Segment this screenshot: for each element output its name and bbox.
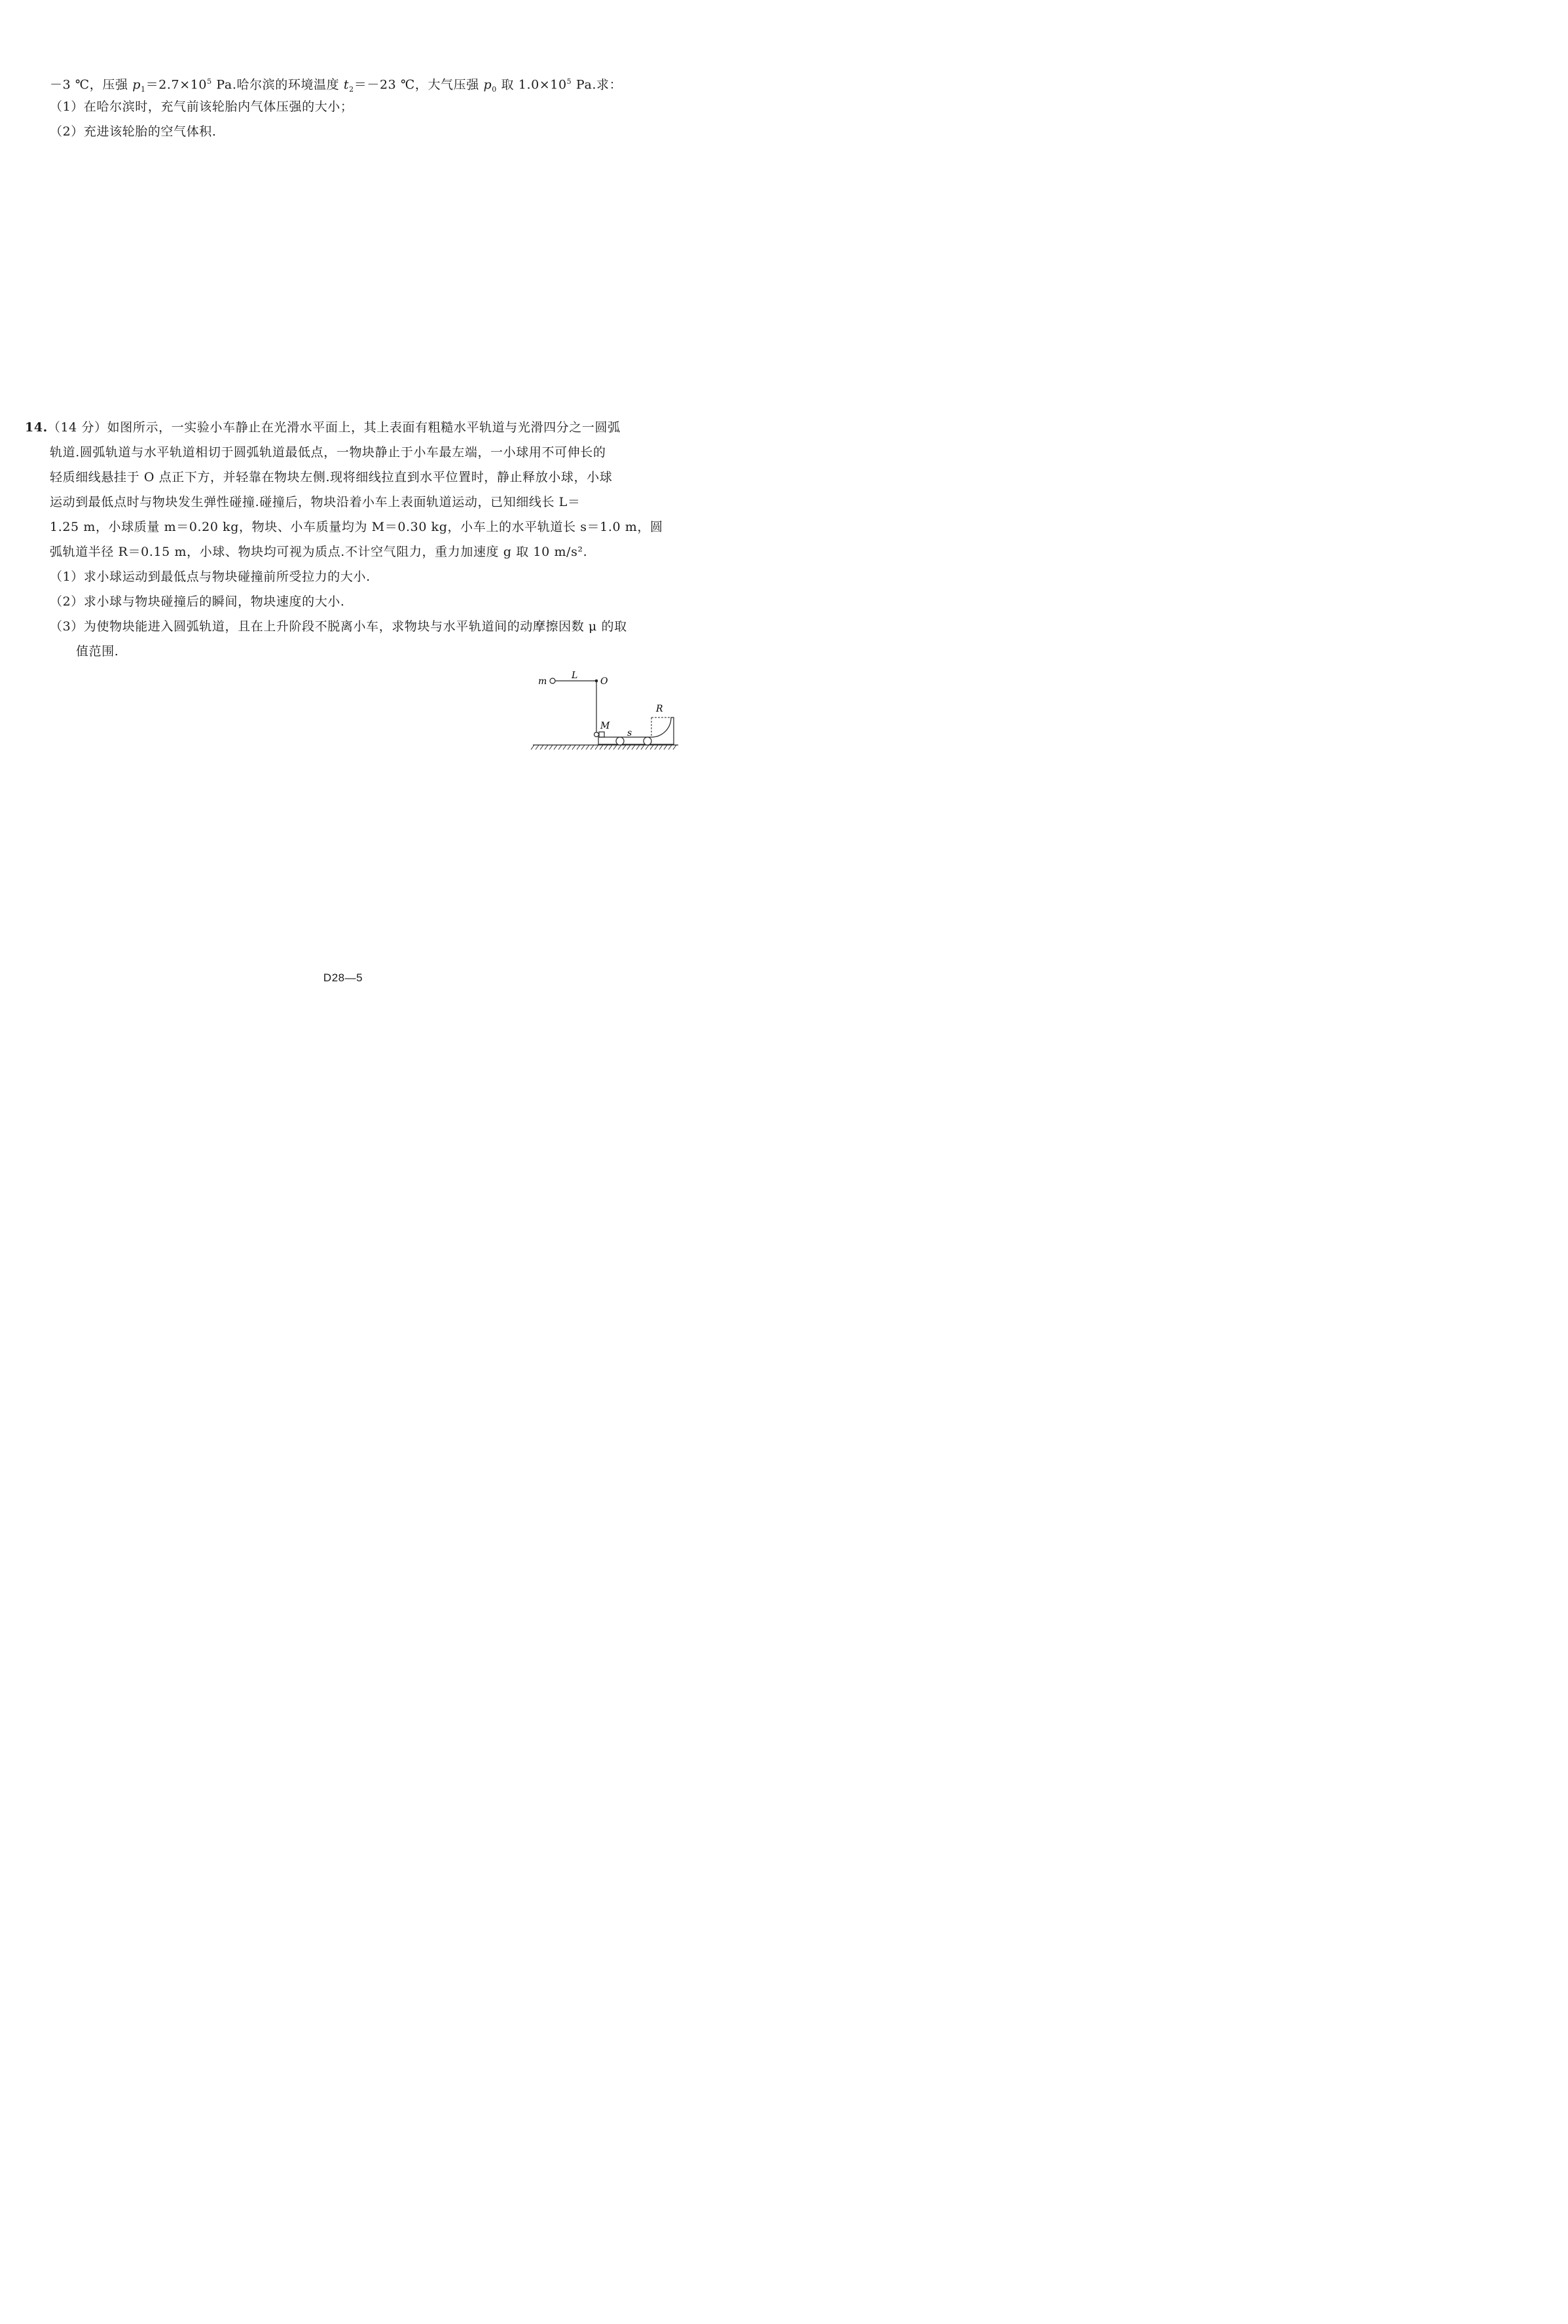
q14-part3: （3）为使物块能进入圆弧轨道，且在上升阶段不脱离小车，求物块与水平轨道间的动摩擦因数 μ 的取 xyxy=(50,619,627,634)
label-M: M xyxy=(600,721,610,731)
label-R: R xyxy=(656,704,663,714)
cart-wheel-right xyxy=(644,737,651,745)
q13-part1: （1）在哈尔滨时，充气前该轮胎内气体压强的大小； xyxy=(50,100,354,114)
label-O: O xyxy=(600,676,608,687)
label-m: m xyxy=(538,676,547,687)
cart-wheel-left xyxy=(616,737,624,745)
q14-part3-cont: 值范围. xyxy=(76,644,119,659)
label-L: L xyxy=(572,670,578,681)
block-M xyxy=(599,732,604,737)
q13-line1: －3 ℃，压强 $p_1=2.7\times 10^5$ Pa.哈尔滨的环境温度 $t_2=-23$ ℃，大气压强 $p_0$ 取 $1.0\times 10^5$ Pa.求： xyxy=(50,77,623,94)
experiment-figure xyxy=(524,668,681,753)
q14-part1: （1）求小球运动到最低点与物块碰撞前所受拉力的大小. xyxy=(50,570,371,584)
q14-line4: 运动到最低点时与物块发生弹性碰撞.碰撞后，物块沿着小车上表面轨道运动，已知细线长 L＝ xyxy=(50,495,581,509)
pendulum-ball-horizontal xyxy=(550,678,555,683)
q14-line5: 1.25 m，小球质量 m＝0.20 kg，物块、小车质量均为 M＝0.30 kg，小车上的水平轨道长 s＝1.0 m，圆 xyxy=(50,520,663,534)
pendulum-ball-lowest xyxy=(594,733,599,737)
q14-line3: 轻质细线悬挂于 O 点正下方，并轻靠在物块左侧.现将细线拉直到水平位置时，静止释放小球，小球 xyxy=(50,470,613,484)
question-number: 14. xyxy=(25,420,48,435)
q14-line2: 轨道.圆弧轨道与水平轨道相切于圆弧轨道最低点，一物块静止于小车最左端，一小球用不可伸长的 xyxy=(50,445,606,460)
q14-part2: （2）求小球与物块碰撞后的瞬间，物块速度的大小. xyxy=(50,594,345,609)
ground-hatching xyxy=(531,745,676,750)
q14-line1: 14.（14 分）如图所示，一实验小车静止在光滑水平面上，其上表面有粗糙水平轨道与光滑四分之一圆弧 xyxy=(25,420,621,435)
q13-part2: （2）充进该轮胎的空气体积. xyxy=(50,124,217,139)
label-s: s xyxy=(627,728,632,738)
page-footer: D28—5 xyxy=(323,971,363,984)
q14-line6: 弧轨道半径 R＝0.15 m，小球、物块均可视为质点.不计空气阻力，重力加速度 g 取 10 m/s². xyxy=(50,545,588,559)
